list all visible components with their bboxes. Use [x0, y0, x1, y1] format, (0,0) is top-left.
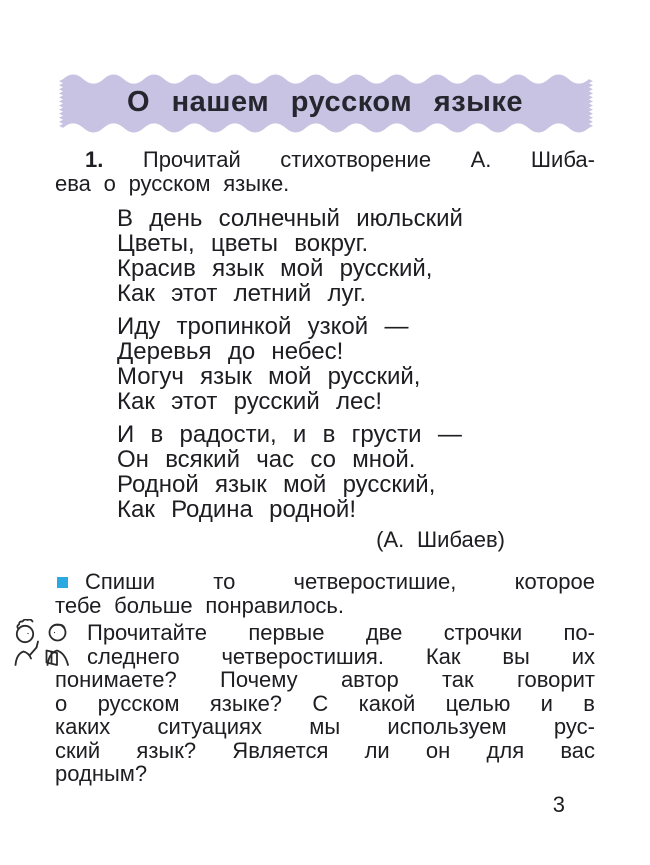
poem-attribution: (А. Шибаев) [376, 527, 505, 552]
page-content [55, 148, 595, 817]
poem-line: И в радости, и в грусти — [117, 421, 462, 448]
poem-stanza-2 [117, 314, 595, 414]
poem [117, 206, 595, 522]
poem-line: Как Родина родной! [117, 496, 356, 523]
pair-task-line: каких ситуациях мы используем рус- [55, 714, 595, 739]
pair-task [55, 621, 595, 786]
poem-stanza-1 [117, 206, 595, 306]
pair-work-icon [10, 619, 76, 667]
exercise-intro [55, 148, 595, 195]
square-bullet-icon [57, 577, 68, 588]
pair-task-line: следнего четверостишия. Как вы их [87, 643, 595, 669]
poem-line: Иду тропинкой узкой — [117, 313, 409, 340]
pair-task-line: ский язык? Является ли он для вас [55, 737, 595, 763]
exercise-intro-line: ева о русском языке. [55, 170, 290, 196]
section-banner [57, 72, 593, 135]
pair-task-line: родным? [55, 761, 148, 786]
poem-line: Родной язык мой русский, [117, 471, 436, 498]
poem-line: Он всякий час со мной. [117, 446, 416, 473]
poem-line: Красив язык мой русский, [117, 255, 433, 282]
exercise-intro-line [55, 148, 595, 172]
copy-task [55, 570, 595, 617]
poem-stanza-3 [117, 422, 595, 522]
poem-line: Могуч язык мой русский, [117, 363, 421, 390]
pair-task-line: понимаете? Почему автор так говорит [55, 667, 595, 692]
poem-line: Как этот летний луг. [117, 280, 366, 307]
page-number: 3 [552, 791, 565, 817]
exercise-intro-text: Прочитай стихотворение А. Шиба- [142, 147, 595, 172]
poem-line: Как этот русский лес! [117, 388, 383, 415]
exercise-number: 1. [85, 147, 104, 172]
poem-line: Деревья до небес! [117, 338, 344, 365]
copy-task-line: тебе больше понравилось. [55, 592, 345, 618]
pair-task-line: о русском языке? С какой целью и в [55, 690, 595, 716]
poem-line: Цветы, цветы вокруг. [117, 230, 369, 257]
poem-line: В день солнечный июльский [117, 205, 463, 232]
copy-task-line: Спиши то четверостишие, которое [85, 569, 595, 594]
section-title: О нашем русском языке [126, 86, 524, 118]
pair-task-line: Прочитайте первые две строчки по- [87, 620, 595, 645]
